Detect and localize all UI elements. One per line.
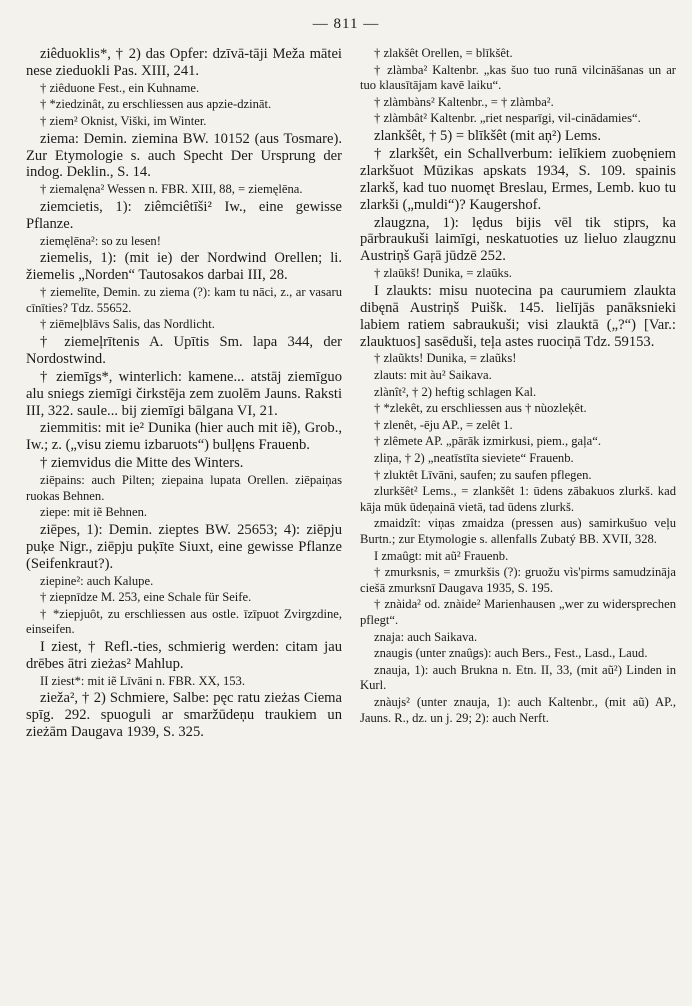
- entry-zlakšêt: † zlakšêt Orellen, = blīkšêt.: [374, 46, 513, 60]
- entry-zlàmbàns: † zlàmbàns² Kaltenbr., = † zlàmba².: [374, 94, 554, 109]
- entry-ziemvidus: † ziemvidus die Mitte des Winters.: [40, 455, 244, 472]
- entry-zlaūkš: † zlaūkš! Dunika, = zlaūks.: [374, 266, 512, 281]
- entry-ziêduoklis: ziêduoklis*, † 2) das Opfer: dzīvā-tāji Meža mātei nese zieduokli Pas. XIII, 241.: [26, 46, 342, 79]
- entry-zmurksnis: † zmurksnis, = zmurkšis (?): gruožu vìs'pirms samudzināja ciešā zmurksnī Daugava 1935, S. 195.: [360, 565, 676, 595]
- entry-ziest-2: II ziest*: mit iẽ Līvāni n. FBR. XX, 153.: [40, 673, 245, 688]
- entry-ziepnīdze: † ziepnīdze M. 253, eine Schale für Seife.: [40, 590, 252, 605]
- entry-znàujs: znàujs² (unter znauja, 1): auch Kaltenbr., (mit aũ) AP., Jauns. R., dz. un j. 29; 2): auch Nerft.: [360, 694, 676, 725]
- left-column: [26, 46, 342, 996]
- entry-zlàmbât: † zlàmbât² Kaltenbr. „riet nesparīgi, vil-cinādamies“.: [374, 111, 641, 126]
- entry-zlaukts: I zlaukts: misu nuotecina pa caurumiem zlaukta dibęnā Austriņš Puišk. 145. lielījās panāksnieki labiem ratiem sabraukuši; visi zlauktā („?“) [Var.: zlauktuos] sasēduši, teļa astes ruociņā Tdz. 59153.: [360, 282, 676, 350]
- entry-zlarkšêt: † zlarkšêt, ein Schallverbum: ielīkiem zuobęniem zlarkšuot Mūzikas apskats 1934, S. 109. spainis zlarkš, kad tuo nuomęt Breslau, Ermes, Lemb. kuo tu zlarkši („muldi“)? Kaugershof.: [360, 145, 676, 213]
- entry-zmaidzît: zmaidzît: viņas zmaidza (pressen aus) samirkušuo veļu Burtn.; zur Etymologie s. allenfalls Zubatý BB. XVII, 328.: [360, 516, 676, 546]
- entry-ziemelis: ziemelis, 1): (mit ie) der Nordwind Orellen; li. žiemelis „Norden“ Tautosakos darbai III, 28.: [26, 250, 342, 284]
- entry-ziēmeļblāvs: † ziēmeļblāvs Salis, das Nordlicht.: [40, 317, 215, 332]
- entry-znàida: † znàida² od. znàide² Marienhausen „wer zu widersprechen pflegt“.: [360, 597, 676, 627]
- entry-zluktêt: † zluktêt Līvāni, saufen; zu saufen pflegen.: [374, 467, 592, 482]
- entry-ziepe: ziepe: mit iẽ Behnen.: [40, 505, 148, 520]
- entry-zlêmete: † zlêmete AP. „pārāk izmirkusi, piem., gaļa“.: [374, 434, 601, 449]
- entry-zieža: zieža², † 2) Schmiere, Salbe: pęc ratu zieżas Ciema spīg. 292. spuoguli ar smaržūdeņu traukiem un zieżām Daugava 1939, S. 325.: [26, 690, 342, 741]
- entry-zmaûgt: I zmaûgt: mit aũ² Frauenb.: [374, 548, 509, 563]
- entry-zliņa: zliņa, † 2) „neatīstīta sieviete“ Frauenb.: [374, 451, 574, 465]
- entry-ziemmitis: ziemmitis: mit ie² Dunika (hier auch mit iẽ), Grob., Iw.; z. („visu ziemu izbaruots“) bulļęns Frauenb.: [26, 420, 342, 454]
- entry-zlurkšêt: zlurkšêt² Lems., = zlankšêt 1: ūdens zābakuos zlurkš. kad kāja mūk ūdeņainā vietā, tad ūdens zlurkš.: [360, 484, 676, 514]
- right-column: [360, 46, 676, 996]
- entry-ziedzinât: † *ziedzinât, zu erschliessen aus apzie-dzināt.: [40, 97, 272, 112]
- entry-ziemcietis: ziemcietis, 1): ziêmciêtīši² Iw., eine gewisse Pflanze.: [26, 198, 342, 232]
- entry-ziemīgs: † ziemīgs*, winterlich: kamene... atstāj ziemīguo alu sniegs ziemīgi čirkstēja zem zuolēm Jauns. Raksti III, 322. saule... bij ziemīgi bālgana VI, 21.: [26, 368, 342, 419]
- page-number: — 811 —: [312, 16, 380, 32]
- entry-znauja: znauja, 1): auch Brukna n. Etn. II, 33, (mit aũ²) Linden in Kurl.: [360, 662, 676, 693]
- entry-zlànît: zlànît², † 2) heftig schlagen Kal.: [374, 384, 537, 399]
- entry-ziepjuôt: † *ziepjuôt, zu erschliessen aus ostle. īzīpuot Zvirgzdine, einseifen.: [26, 606, 342, 637]
- entry-ziemelīte: † ziemelīte, Demin. zu ziema (?): kam tu nāci, z., ar vasaru cīnīties? Tdz. 55652.: [26, 285, 342, 315]
- entry-zlàmba: † zlàmba² Kaltenbr. „kas šuo tuo runā vilcināšanas un ar tuo klausītājam kavē laiku“.: [360, 62, 676, 93]
- entry-ziest-1: I ziest, † Refl.-ties, schmierig werden: citam jau drēbes ātri zieżas² Mahlup.: [26, 639, 342, 672]
- entry-ziemalęna: † ziemalęna² Wessen n. FBR. XIII, 88, = ziemęlēna.: [40, 182, 303, 197]
- entry-zlankšêt: zlankšêt, † 5) = blīkšêt (mit aņ²) Lems.: [374, 127, 602, 144]
- entry-ziepine: ziepine²: auch Kalupe.: [40, 573, 154, 588]
- entry-znaja: znaja: auch Saikava.: [374, 629, 478, 644]
- entry-zlauts: zlauts: mit àu² Saikava.: [374, 368, 492, 383]
- entry-zlekêt: † *zlekêt, zu erschliessen aus † nùozleķêt.: [374, 401, 587, 416]
- entry-ziēpains: ziēpains: auch Pilten; ziepaina lupata Orellen. ziēpaiņas ruokas Behnen.: [26, 473, 342, 503]
- entry-ziema: ziema: Demin. ziemina BW. 10152 (aus Tosmare). Zur Etymologie s. auch Specht Der Ursprung der indog. Deklin., S. 14.: [26, 130, 342, 181]
- entry-znaugis: znaugis (unter znaûgs): auch Bers., Fest., Lasd., Laud.: [374, 646, 648, 661]
- entry-zlaũkts: † zlaũkts! Dunika, = zlaũks!: [374, 351, 517, 366]
- entry-ziemeļrītenis: † ziemeļrītenis A. Upītis Sm. lapa 344, der Nordostwind.: [26, 333, 342, 367]
- entry-ziemęlēna: ziemęlēna²: so zu lesen!: [40, 233, 161, 248]
- entry-zlaugzna: zlaugzna, 1): lędus bijis vēl tik stiprs, ka pārbraukuši laimīgi, neskatuoties uz lieluo zlaugznu Austriņš Gaŗā jūdzē 252.: [360, 214, 676, 265]
- entry-zlenêt: † zlenêt, -ēju AP., = zelêt 1.: [374, 417, 513, 432]
- entry-ziêduone: † ziêduone Fest., ein Kuhname.: [40, 80, 200, 95]
- entry-ziēpes: ziēpes, 1): Demin. zieptes BW. 25653; 4): ziēpju puķe Nigr., ziēpju puķīte Siuxt, eine gewisse Pflanze (Seifenkraut?).: [26, 521, 342, 572]
- entry-ziem: † ziem² Oknist, Viški, im Winter.: [40, 114, 207, 128]
